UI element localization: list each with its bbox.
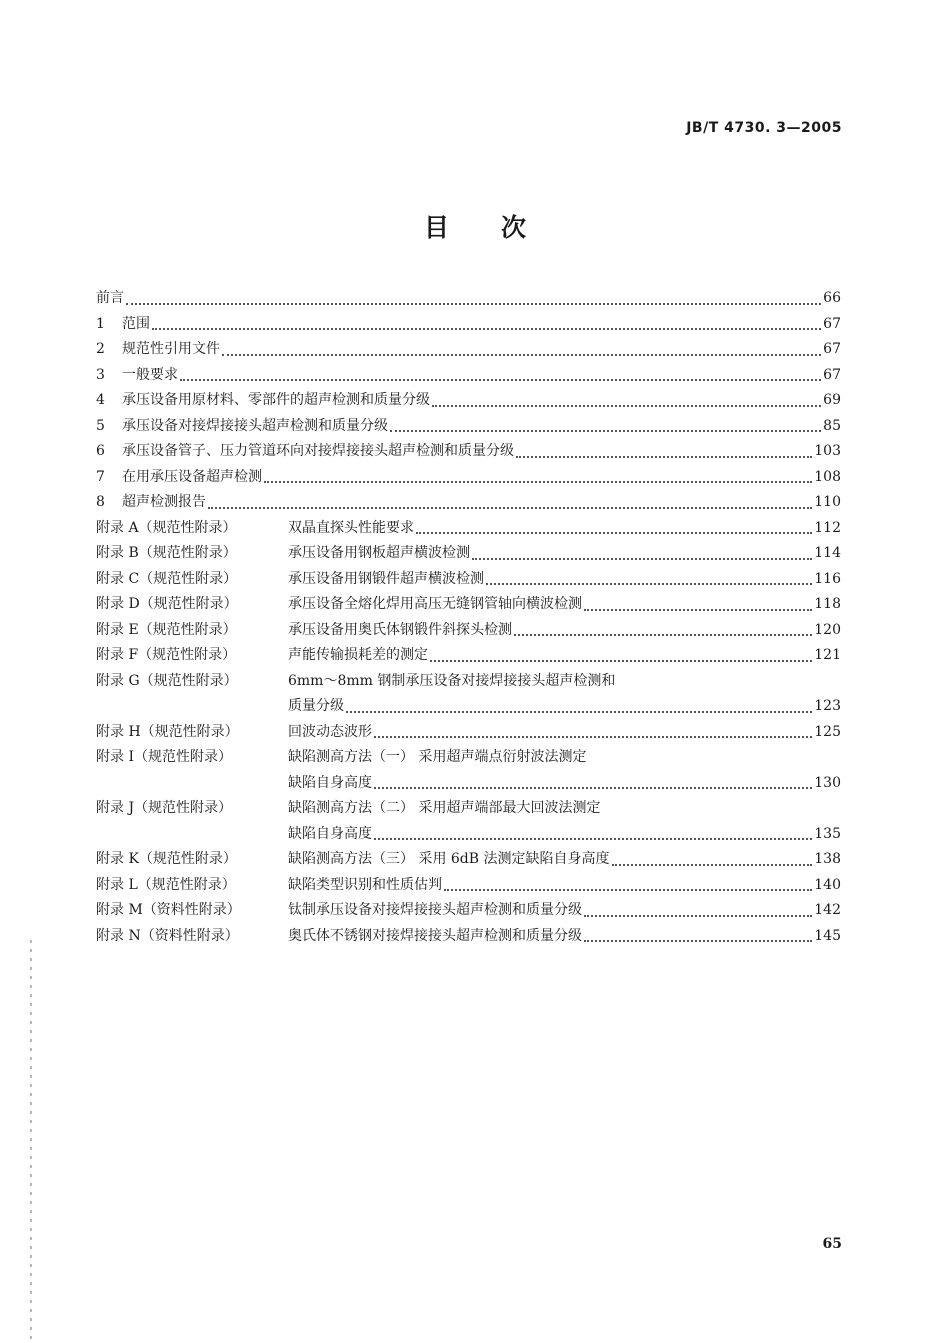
dot-leader	[584, 609, 812, 611]
toc-appendix-label: 附录 L（规范性附录）	[96, 876, 236, 893]
toc-entry-title: 缺陷自身高度	[288, 825, 372, 842]
dot-leader	[374, 736, 812, 738]
dot-leader	[584, 940, 812, 942]
dot-leader	[444, 889, 812, 891]
toc-appendix-label: 附录 F（规范性附录）	[96, 647, 237, 663]
toc-entry[interactable]	[96, 312, 841, 338]
toc-entry-title: 承压设备对接焊接接头超声检测和质量分级	[122, 417, 388, 434]
toc-page-number: 108	[814, 468, 841, 485]
toc-appendix-label: 附录 M（资料性附录）	[96, 902, 241, 918]
dot-leader	[374, 787, 812, 789]
toc-appendix-label: 附录 D（规范性附录）	[96, 596, 238, 612]
title-char-1: 目	[423, 213, 449, 242]
toc-entry-title: 承压设备用原材料、零部件的超声检测和质量分级	[122, 392, 430, 408]
toc-appendix-label: 附录 J（规范性附录）	[96, 800, 233, 816]
toc-entry[interactable]	[96, 720, 841, 746]
toc-page-number: 135	[814, 825, 841, 842]
toc-entry[interactable]	[96, 592, 841, 618]
toc-page-number: 116	[814, 570, 841, 587]
toc-entry-title: 缺陷自身高度	[288, 774, 372, 791]
dot-leader	[180, 379, 821, 381]
toc-page-number: 120	[814, 621, 841, 638]
toc-page-number: 123	[814, 698, 841, 714]
toc-entry-title: 6mm～8mm 钢制承压设备对接焊接接头超声检测和	[288, 672, 616, 689]
toc-appendix-label: 附录 N（资料性附录）	[96, 927, 239, 944]
toc-entry-title: 承压设备全熔化焊用高压无缝钢管轴向横波检测	[288, 596, 582, 612]
toc-appendix-label: 附录 G（规范性附录）	[96, 672, 238, 689]
toc-appendix-label: 附录 B（规范性附录）	[96, 545, 237, 561]
toc-appendix-label: 附录 H（规范性附录）	[96, 723, 239, 740]
toc-section-number: 3	[96, 366, 105, 383]
dot-leader	[612, 864, 813, 866]
toc-entry-title: 奥氏体不锈钢对接焊接接头超声检测和质量分级	[288, 927, 582, 944]
toc-entry-title: 一般要求	[122, 366, 178, 383]
toc-page-number: 118	[814, 596, 841, 612]
toc-entry-title: 缺陷测高方法（二） 采用超声端部最大回波法测定	[288, 800, 601, 816]
toc-page-number: 110	[814, 494, 841, 510]
toc-entry-title: 缺陷测高方法（三） 采用 6dB 法测定缺陷自身高度	[288, 851, 610, 867]
toc-entry[interactable]	[96, 567, 841, 593]
toc-entry[interactable]	[96, 924, 841, 950]
page-title	[0, 208, 950, 244]
toc-page-number: 66	[823, 290, 841, 306]
toc-page-number: 130	[814, 774, 841, 791]
toc-entry[interactable]	[96, 796, 841, 847]
toc-section-number: 7	[96, 468, 105, 485]
toc-appendix-label: 附录 C（规范性附录）	[96, 570, 238, 587]
toc-appendix-label: 附录 E（规范性附录）	[96, 621, 237, 638]
toc-entry[interactable]	[96, 388, 841, 414]
page-number: 65	[822, 1236, 842, 1252]
toc-page-number: 67	[823, 315, 841, 332]
toc-section-number: 5	[96, 417, 105, 434]
dot-leader	[152, 328, 821, 330]
dot-leader	[430, 660, 812, 662]
toc-entry-title: 缺陷类型识别和性质估判	[288, 876, 442, 893]
toc-page-number: 145	[814, 927, 841, 944]
dot-leader	[472, 558, 812, 560]
toc-entry-title: 缺陷测高方法（一） 采用超声端点衍射波法测定	[288, 749, 587, 765]
toc-entry-title: 超声检测报告	[122, 494, 206, 510]
dot-leader	[222, 354, 821, 356]
toc-entry[interactable]	[96, 745, 841, 796]
toc-entry[interactable]	[96, 363, 841, 389]
toc-entry-title: 范围	[122, 315, 150, 332]
toc-section-number: 8	[96, 494, 105, 510]
toc-section-number: 6	[96, 443, 105, 459]
toc-page-number: 69	[823, 392, 841, 408]
toc-entry[interactable]	[96, 898, 841, 924]
toc-entry-title: 承压设备用钢锻件超声横波检测	[288, 570, 484, 587]
toc-entry-title: 承压设备管子、压力管道环向对接焊接接头超声检测和质量分级	[122, 443, 514, 459]
toc-entry-title: 在用承压设备超声检测	[122, 468, 262, 485]
toc-entry[interactable]	[96, 465, 841, 491]
dot-leader	[416, 532, 812, 534]
dot-leader	[514, 634, 812, 636]
table-of-contents	[96, 286, 841, 949]
toc-entry[interactable]	[96, 516, 841, 542]
toc-page-number: 138	[814, 851, 841, 867]
toc-entry-title: 钛制承压设备对接焊接接头超声检测和质量分级	[288, 902, 582, 918]
dot-leader	[264, 481, 812, 483]
toc-page-number: 114	[814, 545, 841, 561]
toc-entry[interactable]	[96, 847, 841, 873]
toc-entry[interactable]	[96, 337, 841, 363]
toc-section-number: 4	[96, 392, 105, 408]
toc-entry-title: 承压设备用奥氏体钢锻件斜探头检测	[288, 621, 512, 638]
toc-page-number: 121	[814, 647, 841, 663]
title-char-2: 次	[501, 213, 527, 242]
toc-entry-title: 承压设备用钢板超声横波检测	[288, 545, 470, 561]
toc-entry[interactable]	[96, 541, 841, 567]
toc-page-number: 67	[823, 366, 841, 383]
toc-section-number: 1	[96, 315, 105, 332]
dot-leader	[374, 838, 812, 840]
toc-entry[interactable]	[96, 669, 841, 720]
toc-section-number: 2	[96, 341, 105, 357]
toc-page-number: 103	[814, 443, 841, 459]
dot-leader	[584, 915, 812, 917]
toc-entry[interactable]	[96, 643, 841, 669]
scan-edge-artifact	[30, 940, 32, 1343]
toc-appendix-label: 附录 K（规范性附录）	[96, 851, 237, 867]
dot-leader	[486, 583, 812, 585]
toc-entry[interactable]	[96, 490, 841, 516]
toc-entry[interactable]	[96, 873, 841, 899]
toc-entry-title: 规范性引用文件	[122, 341, 220, 357]
standard-code: JB/T 4730. 3—2005	[686, 120, 842, 136]
dot-leader	[432, 405, 821, 407]
toc-page-number: 85	[823, 417, 841, 434]
toc-appendix-label: 附录 I（规范性附录）	[96, 749, 232, 765]
toc-entry[interactable]	[96, 618, 841, 644]
dot-leader	[126, 303, 821, 305]
toc-page-number: 67	[823, 341, 841, 357]
dot-leader	[208, 507, 812, 509]
dot-leader	[516, 456, 812, 458]
toc-page-number: 140	[814, 876, 841, 893]
toc-appendix-label: 附录 A（规范性附录）	[96, 519, 237, 536]
toc-entry-title: 声能传输损耗差的测定	[288, 647, 428, 663]
toc-page-number: 125	[814, 723, 841, 740]
toc-entry[interactable]	[96, 414, 841, 440]
toc-entry-title: 双晶直探头性能要求	[288, 519, 414, 536]
toc-entry-title: 质量分级	[288, 698, 344, 714]
toc-entry[interactable]	[96, 439, 841, 465]
toc-entry-title: 前言	[96, 290, 124, 306]
toc-page-number: 112	[814, 519, 841, 536]
toc-page-number: 142	[814, 902, 841, 918]
toc-entry[interactable]	[96, 286, 841, 312]
toc-entry-title: 回波动态波形	[288, 723, 372, 740]
dot-leader	[390, 430, 821, 432]
dot-leader	[346, 711, 812, 713]
